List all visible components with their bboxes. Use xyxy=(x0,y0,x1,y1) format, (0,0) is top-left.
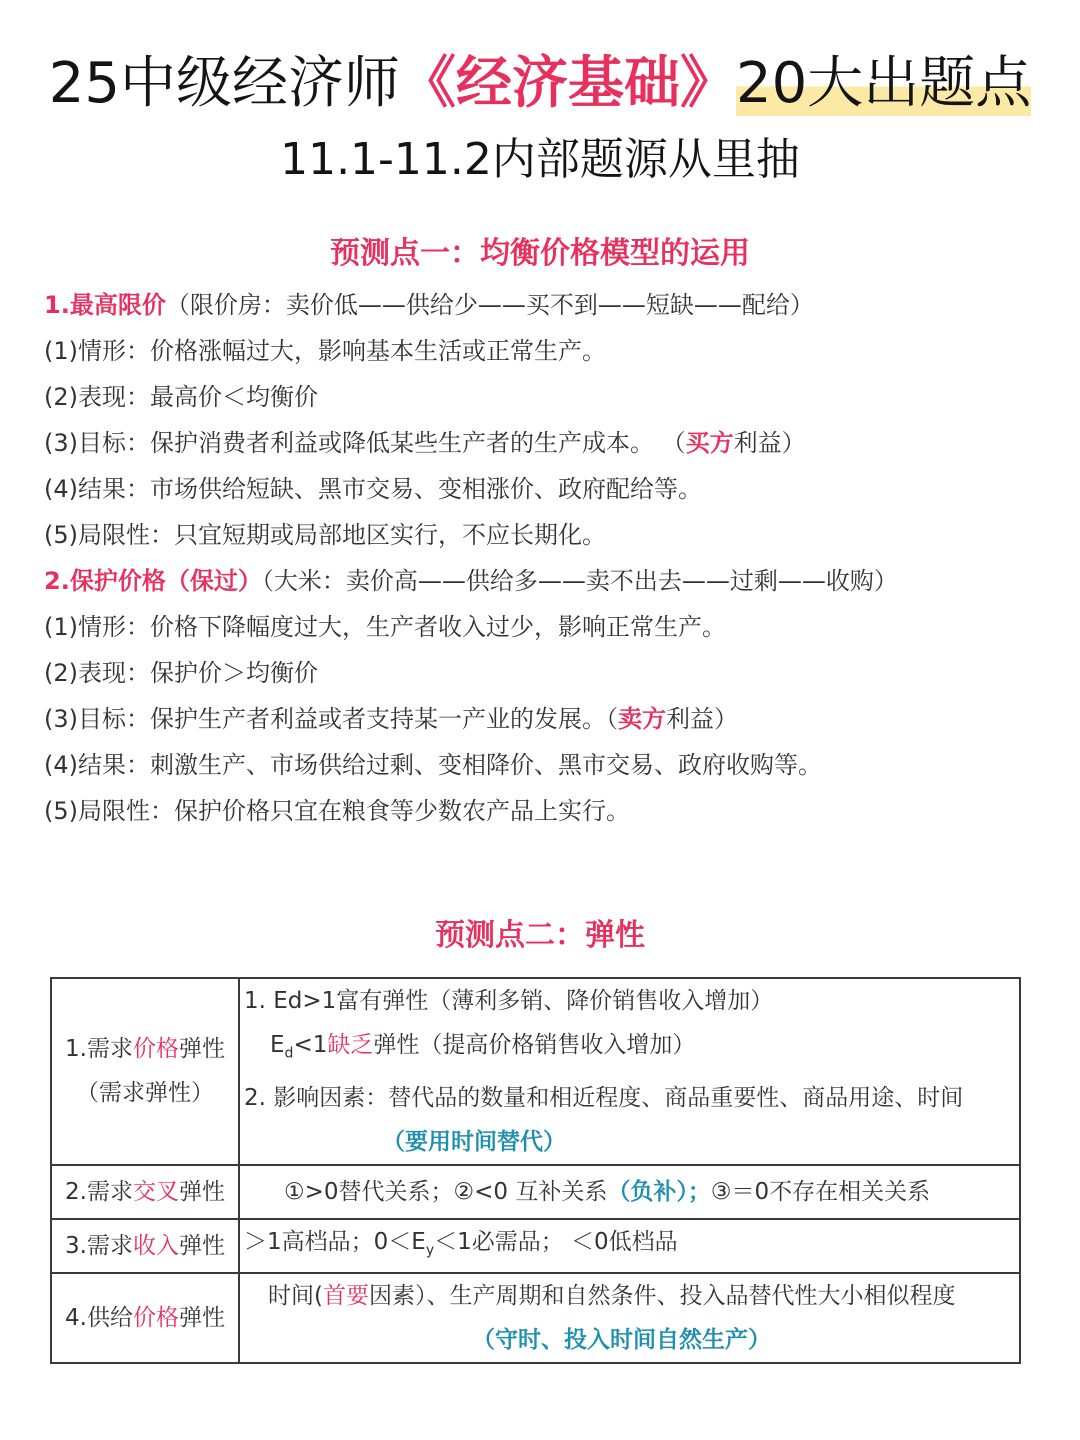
row2-content-key: （负补）； xyxy=(607,1178,711,1205)
row2-label-post: 弹性 xyxy=(178,1178,225,1205)
row3-label-pre: 3.需求 xyxy=(65,1232,133,1259)
part2-item-3-text: (3)目标：保护生产者利益或者支持某一产业的发展。 xyxy=(44,705,606,733)
row4-line1 xyxy=(244,1274,1019,1318)
part2-item-2: (2)表现：保护价＞均衡价 xyxy=(44,659,318,687)
table-row xyxy=(51,1219,1020,1274)
row3-content-post: ＜1必需品； ＜0低档品 xyxy=(434,1228,678,1255)
row3-content-sub: y xyxy=(425,1242,435,1259)
row2-content-post: ③＝0不存在相关关系 xyxy=(710,1178,931,1205)
row4-label-post: 弹性 xyxy=(178,1305,225,1332)
row4-line1-key: 首要 xyxy=(322,1283,369,1310)
row4-label xyxy=(51,1273,239,1363)
elasticity-table xyxy=(50,977,1021,1364)
part1-heading xyxy=(44,288,814,322)
part1-item-1: (1)情形：价格涨幅过大，影响基本生活或正常生产。 xyxy=(44,337,606,365)
main-title xyxy=(0,44,1080,124)
part2-item-5: (5)局限性：保护价格只宜在粮食等少数农产品上实行。 xyxy=(44,797,630,825)
title-part-c: 20大出题点 xyxy=(736,51,1032,116)
part2-item-4: (4)结果：刺激生产、市场供给过剩、变相降价、黑市交易、政府收购等。 xyxy=(44,751,822,779)
row1-label-sub: （需求弹性） xyxy=(76,1080,214,1107)
part1-item-3-note-rest: 利益） xyxy=(733,429,806,457)
row4-content xyxy=(239,1273,1020,1363)
row1-line2-post: 弹性（提高价格销售收入增加） xyxy=(373,1032,696,1058)
part2-item-3 xyxy=(44,702,738,736)
part1-item-3-note-open: （ xyxy=(661,429,686,457)
row2-label-pre: 2.需求 xyxy=(65,1178,133,1205)
part2-item-3-note-key: 卖方 xyxy=(618,705,666,733)
part2-heading-note: （大米：卖价高——供给多——卖不出去——过剩——收购） xyxy=(261,567,898,595)
row1-line2-key: 缺乏 xyxy=(327,1032,374,1058)
part2-item-1: (1)情形：价格下降幅度过大，生产者收入过少，影响正常生产。 xyxy=(44,613,726,641)
row1-line2-mid: <1 xyxy=(293,1032,328,1058)
row2-content-pre: ①>0替代关系；②<0 互补关系 xyxy=(284,1178,608,1205)
row2-content xyxy=(239,1165,1020,1219)
row1-line2-sub: d xyxy=(284,1045,294,1062)
section2-title: 预测点二：弹性 xyxy=(435,918,645,953)
row4-label-pre: 4.供给 xyxy=(65,1305,133,1332)
part2-item-3-note-rest: 利益） xyxy=(666,705,738,733)
row1-line2-pre: E xyxy=(270,1032,285,1058)
section1-title: 预测点一：均衡价格模型的运用 xyxy=(330,236,750,271)
row3-content-pre: ＞1高档品；0＜E xyxy=(244,1228,426,1255)
part2-heading xyxy=(44,564,898,598)
part1-item-2: (2)表现：最高价＜均衡价 xyxy=(44,383,318,411)
subtitle: 11.1-11.2内部题源从里抽 xyxy=(280,134,800,185)
row4-line1-post: 因素）、生产周期和自然条件、投入品替代性大小相似程度 xyxy=(368,1283,956,1310)
part1-item-3 xyxy=(44,426,806,460)
row1-label-pre: 1.需求 xyxy=(65,1036,133,1063)
row1-line3: 2. 影响因素：替代品的数量和相近程度、商品重要性、商品用途、时间 xyxy=(244,1084,964,1111)
part1-item-3-note-key: 买方 xyxy=(685,429,734,457)
row1-line2 xyxy=(244,1023,1019,1076)
table-row xyxy=(51,1273,1020,1363)
part2-item-3-note-open: （ xyxy=(606,705,618,733)
row2-label xyxy=(51,1165,239,1219)
part1-heading-note: （限价房：卖价低——供给少——买不到——短缺——配给） xyxy=(165,291,814,319)
table-row xyxy=(51,978,1020,1165)
row4-line2: （守时、投入时间自然生产） xyxy=(472,1327,771,1354)
title-book-name: 《经济基础》 xyxy=(400,51,736,116)
part1-heading-label: 1.最高限价 xyxy=(44,291,166,319)
row1-line1: 1. Ed>1富有弹性（薄利多销、降价销售收入增加） xyxy=(244,988,774,1014)
row3-content xyxy=(239,1219,1020,1274)
row1-label-post: 弹性 xyxy=(178,1036,225,1063)
row3-label-post: 弹性 xyxy=(178,1232,225,1259)
row4-line1-pre: 时间( xyxy=(268,1283,323,1310)
row4-label-key: 价格 xyxy=(132,1305,179,1332)
row1-label xyxy=(51,978,239,1165)
part2-heading-label: 2.保护价格（保过） xyxy=(44,567,262,595)
part1-item-3-text: (3)目标：保护消费者利益或降低某些生产者的生产成本。 xyxy=(44,429,654,457)
table-row xyxy=(51,1165,1020,1219)
title-part-a: 25中级经济师 xyxy=(48,51,400,116)
row3-label-key: 收入 xyxy=(132,1232,179,1259)
row2-label-key: 交叉 xyxy=(132,1178,179,1205)
part1-item-5: (5)局限性：只宜短期或局部地区实行，不应长期化。 xyxy=(44,521,606,549)
row1-line4: （要用时间替代） xyxy=(382,1128,566,1155)
row3-label xyxy=(51,1219,239,1274)
part1-item-4: (4)结果：市场供给短缺、黑市交易、变相涨价、政府配给等。 xyxy=(44,475,702,503)
row1-label-key: 价格 xyxy=(132,1036,179,1063)
row1-content xyxy=(239,978,1020,1165)
